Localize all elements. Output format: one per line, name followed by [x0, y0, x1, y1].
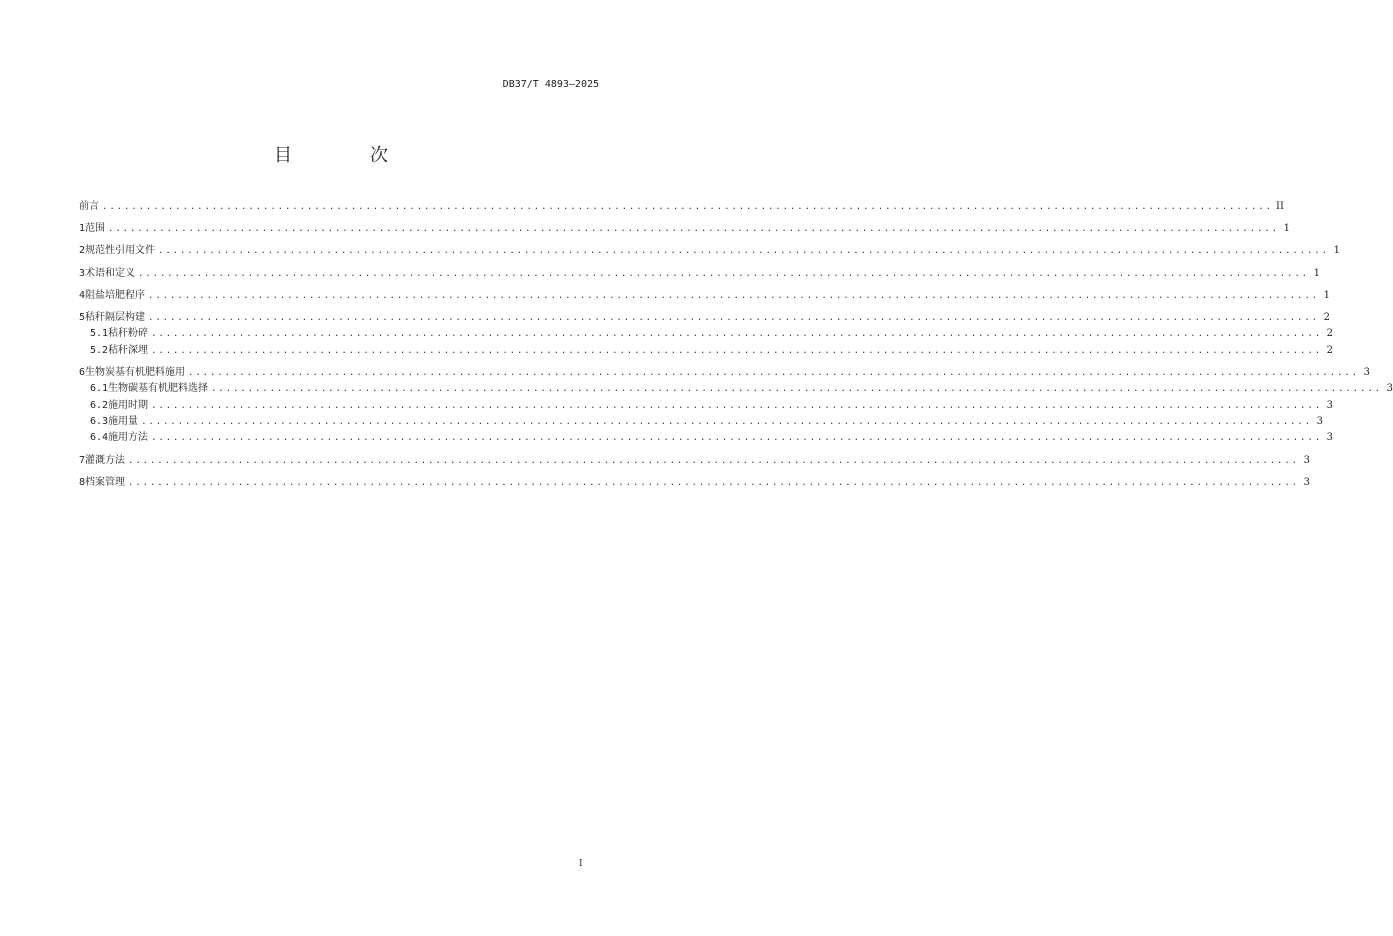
toc-entry-page: 1: [1313, 267, 1320, 279]
toc-leader-dots: ................................................................................................................................................................: [148, 290, 1319, 301]
toc-entry-5[interactable]: [79, 310, 1330, 326]
page-title: 目 次: [274, 145, 418, 166]
toc-leader-dots: ................................................................................................................................................................: [108, 224, 1279, 235]
toc-entry-number: 2: [79, 245, 86, 257]
toc-entry-8[interactable]: [79, 475, 1310, 491]
toc-leader-dots: ................................................................................................................................................................: [128, 455, 1299, 466]
toc-entry-number: 5: [79, 311, 86, 323]
toc-entry-6-3[interactable]: [79, 414, 1324, 430]
toc-entry-page: 2: [1326, 344, 1334, 356]
toc-entry-number: 6.4: [90, 432, 109, 444]
toc-entry-label: 范围: [85, 223, 106, 235]
toc-entry-label: 术语和定义: [85, 267, 136, 279]
toc-entry-number: 3: [79, 267, 86, 279]
toc-entry-preface[interactable]: [79, 199, 1284, 215]
toc-entry-6-1[interactable]: [79, 381, 1393, 397]
toc-entry-number: 5.1: [90, 328, 109, 340]
toc-entry-page: 2: [1326, 328, 1334, 340]
standard-code: DB37/T 4893—2025: [502, 79, 599, 90]
toc-entry-4[interactable]: [79, 288, 1330, 304]
toc-leader-dots: ................................................................................................................................................................: [148, 312, 1319, 323]
toc-entry-label: 生物炭基有机肥料施用: [85, 366, 186, 378]
toc-leader-dots: ................................................................................................................................................................: [151, 400, 1323, 411]
toc-entry-page: 3: [1316, 416, 1324, 428]
toc-entry-1[interactable]: [79, 221, 1290, 237]
toc-entry-page: 1: [1323, 289, 1330, 301]
toc-leader-dots: ................................................................................................................................................................: [138, 268, 1309, 279]
toc-entry-page: 3: [1303, 476, 1310, 488]
toc-entry-number: 7: [79, 454, 86, 466]
toc-entry-label: 规范性引用文件: [85, 245, 156, 257]
toc-entry-label: 灌溉方法: [85, 454, 126, 466]
toc-entry-5-1[interactable]: [79, 326, 1334, 342]
toc-entry-page: II: [1276, 201, 1284, 212]
toc-entry-page: 1: [1333, 245, 1340, 257]
toc-entry-number: 8: [79, 476, 86, 488]
toc-entry-6[interactable]: [79, 365, 1370, 381]
toc-entry-label: 生物碳基有机肥料选择: [108, 383, 209, 395]
toc-entry-label: 档案管理: [85, 476, 126, 488]
toc-entry-label: 施用方法: [108, 432, 149, 444]
toc-leader-dots: ................................................................................................................................................................: [151, 345, 1323, 356]
toc-leader-dots: ................................................................................................................................................................: [141, 417, 1313, 428]
toc-entry-3[interactable]: [79, 266, 1320, 282]
toc-entry-page: 3: [1326, 399, 1334, 411]
toc-leader-dots: ................................................................................................................................................................: [188, 367, 1359, 378]
toc-entry-5-2[interactable]: [79, 343, 1334, 359]
toc-entry-label: 阻盐培肥程序: [85, 289, 146, 301]
toc-leader-dots: ................................................................................................................................................................: [151, 433, 1323, 444]
toc-entry-label: 秸秆深埋: [108, 344, 149, 356]
toc-entry-number: 5.2: [90, 344, 109, 356]
toc-entry-label: 秸秆粉碎: [108, 328, 149, 340]
toc-leader-dots: ................................................................................................................................................................: [211, 384, 1383, 395]
toc-leader-dots: ................................................................................................................................................................: [102, 202, 1273, 212]
toc-leader-dots: ................................................................................................................................................................: [128, 477, 1299, 488]
toc-entry-number: 4: [79, 289, 86, 301]
page-number: I: [579, 859, 583, 869]
toc-entry-label: 施用时期: [108, 399, 149, 411]
toc-entry-number: 1: [79, 223, 86, 235]
toc-entry-page: 3: [1386, 383, 1393, 395]
toc-entry-page: 3: [1363, 366, 1370, 378]
toc-entry-label: 施用量: [108, 416, 139, 428]
toc-entry-6-2[interactable]: [79, 398, 1334, 414]
toc-entry-page: 3: [1326, 432, 1334, 444]
toc-entry-7[interactable]: [79, 453, 1310, 469]
toc-entry-number: 6.1: [90, 383, 109, 395]
toc-entry-label: 前言: [79, 201, 99, 212]
toc-entry-2[interactable]: [79, 243, 1340, 259]
toc-entry-6-4[interactable]: [79, 430, 1334, 446]
toc-entry-page: 2: [1323, 311, 1330, 323]
toc-entry-page: 1: [1283, 223, 1290, 235]
toc-entry-number: 6.3: [90, 416, 109, 428]
toc-leader-dots: ................................................................................................................................................................: [158, 246, 1329, 257]
toc-entry-label: 秸秆隔层构建: [85, 311, 146, 323]
toc-entry-number: 6.2: [90, 399, 109, 411]
table-of-contents: [79, 199, 1393, 491]
toc-entry-page: 3: [1303, 454, 1310, 466]
toc-leader-dots: ................................................................................................................................................................: [151, 329, 1323, 340]
toc-entry-number: 6: [79, 366, 86, 378]
